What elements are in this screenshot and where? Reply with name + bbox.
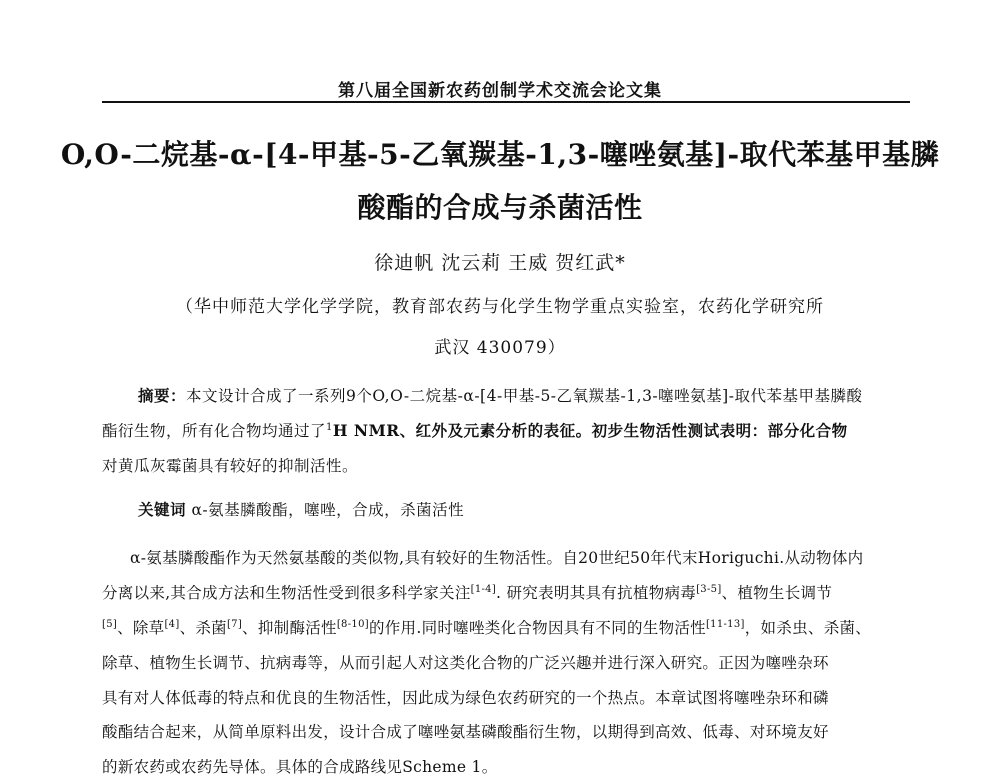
citation: [8-10] [336, 618, 369, 630]
abstract-text-1: 本文设计合成了一系列9个O,O-二烷基-α-[4-甲基-5-乙氧羰基-1,3-噻唑氨基]-取代苯基甲基膦酸 [186, 387, 863, 405]
citation: [5] [102, 618, 118, 630]
abstract-line-2 [102, 419, 912, 441]
keywords-line [138, 498, 464, 520]
author-list: 徐迪帆 沈云莉 王威 贺红武* [374, 252, 626, 274]
body-line-3 [102, 616, 912, 638]
citation: [11-13] [705, 618, 745, 630]
superscript-1: 1 [326, 421, 333, 433]
body-text: 、杀菌 [179, 619, 227, 637]
running-header: 第八届全国新农药创制学术交流会论文集 [338, 81, 662, 101]
body-text: 分离以来,其合成方法和生物活性受到很多科学家关注 [102, 584, 471, 602]
body-text: . 研究表明其具有抗植物病毒 [496, 584, 697, 602]
body-line-5: 具有对人体低毒的特点和优良的生物活性，因此成为绿色农药研究的一个热点。本章试图将噻唑杂环和磷 [102, 689, 829, 707]
body-line-6: 酸酯结合起来，从简单原料出发，设计合成了噻唑氨基磷酸酯衍生物，以期得到高效、低毒、对环境友好 [102, 723, 829, 741]
body-text: ，如杀虫、杀菌、 [744, 619, 872, 637]
body-text: 、除草 [117, 619, 165, 637]
abstract-line-1 [102, 384, 912, 406]
abstract-line-3: 对黄瓜灰霉菌具有较好的抑制活性。 [102, 457, 359, 475]
body-text: 、植物生长调节 [721, 584, 833, 602]
citation: [3-5] [696, 583, 722, 595]
citation: [1-4] [470, 583, 497, 595]
keywords-label: 关键词 [138, 500, 187, 519]
paper-title-line-1: O,O-二烷基-α-[4-甲基-5-乙氧羰基-1,3-噻唑氨基]-取代苯基甲基膦 [60, 138, 940, 171]
header-rule [102, 101, 910, 103]
affiliation-line-2: 武汉 430079） [434, 338, 566, 358]
body-line-7: 的新农药或农药先导体。具体的合成路线见Scheme 1。 [102, 758, 498, 776]
body-text: 的作用.同时噻唑类化合物因具有不同的生物活性 [368, 619, 706, 637]
body-text: 、抑制酶活性 [242, 619, 337, 637]
affiliation-line-1: （华中师范大学化学学院，教育部农药与化学生物学重点实验室，农药化学研究所 [176, 297, 824, 317]
body-line-4: 除草、植物生长调节、抗病毒等，从而引起人对这类化合物的广泛兴趣并进行深入研究。正因为噻唑杂环 [102, 654, 829, 672]
abstract-text-2a: 酯衍生物，所有化合物均通过了 [102, 422, 327, 440]
citation: [4] [164, 618, 180, 630]
keywords-text: α-氨基膦酸酯，噻唑，合成，杀菌活性 [191, 501, 465, 519]
abstract-text-2b: H NMR、红外及元素分析的表征。初步生物活性测试表明：部分化合物 [332, 421, 848, 440]
body-line-2 [102, 581, 912, 603]
paper-title-line-2: 酸酯的合成与杀菌活性 [357, 191, 643, 224]
body-line-1: α-氨基膦酸酯作为天然氨基酸的类似物,具有较好的生物活性。自20世纪50年代末Horiguchi.从动物体内 [130, 549, 864, 567]
citation: [7] [226, 618, 243, 630]
abstract-label: 摘要： [138, 386, 187, 405]
